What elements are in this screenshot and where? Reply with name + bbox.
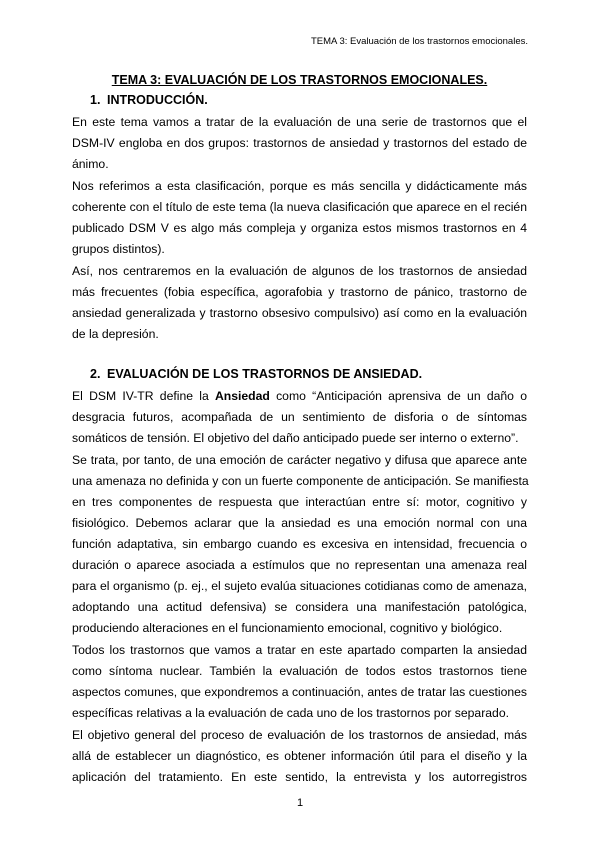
ansiedad-definition-paragraph	[72, 386, 527, 449]
paragraph-line: como síntoma nuclear. También la evaluación de todos estos trastornos tiene	[72, 664, 527, 678]
definition-prefix: El DSM IV-TR define la	[72, 389, 215, 403]
page-number: 1	[296, 797, 304, 809]
document-title: TEMA 3: EVALUACIÓN DE LOS TRASTORNOS EMOCIONALES.	[111, 73, 488, 87]
paragraph-line: coherente con el título de este tema (la nueva clasificación que aparece en el recién	[72, 200, 527, 214]
section-2-title: EVALUACIÓN DE LOS TRASTORNOS DE ANSIEDAD.	[107, 367, 423, 381]
body-paragraph	[72, 725, 527, 788]
paragraph-line: para el organismo (p. ej., el sujeto evalúa situaciones cotidianas como de amenaza,	[72, 579, 527, 593]
paragraph-line: Nos referimos a esta clasificación, porque es más sencilla y didácticamente más	[72, 179, 527, 193]
section-1-body	[72, 112, 527, 345]
section-2-body	[72, 450, 527, 788]
section-1-number: 1.	[90, 93, 101, 107]
paragraph-line: más frecuentes (fobia específica, agorafobia y trastorno de pánico, trastorno de	[72, 285, 527, 299]
body-paragraph	[72, 640, 527, 724]
paragraph-line: desgracia futuros, acompañada de un sentimiento de disforia o de síntomas	[72, 410, 527, 424]
section-2-number: 2.	[90, 367, 101, 381]
paragraph-line: ánimo.	[72, 157, 109, 171]
body-paragraph	[72, 112, 527, 175]
paragraph-line: somáticos de tensión. El objetivo del daño anticipado puede ser interno o externo”.	[72, 431, 519, 445]
paragraph-line: grupos distintos).	[72, 242, 165, 256]
running-header: TEMA 3: Evaluación de los trastornos emocionales.	[310, 36, 528, 47]
section-1-title: INTRODUCCIÓN.	[107, 93, 208, 107]
paragraph-line: Se trata, por tanto, de una emoción de carácter negativo y difusa que aparece ante	[72, 453, 527, 467]
paragraph-line: DSM-IV engloba en dos grupos: trastornos de ansiedad y trastornos del estado de	[72, 136, 527, 150]
paragraph-line: adoptando una actitud defensiva) se considera una manifestación patológica,	[72, 600, 527, 614]
paragraph-line: allá de establecer un diagnóstico, es obtener información útil para el diseño y la	[72, 749, 527, 763]
body-paragraph	[72, 261, 527, 345]
paragraph-line: publicado DSM V es algo más compleja y organiza estos mismos trastornos en 4	[72, 221, 527, 235]
paragraph-line: específicas relativas a la evaluación de cada uno de los trastornos por separado.	[72, 706, 509, 720]
paragraph-line: duración o aparece asociada a estímulos que no representan una amenaza real	[72, 558, 527, 572]
paragraph-line: fisiológico. Debemos aclarar que la ansiedad es una emoción normal con una	[72, 516, 527, 530]
paragraph-line: función adaptativa, sin embargo cuando es excesiva en intensidad, frecuencia o	[72, 537, 527, 551]
paragraph-line: En este tema vamos a tratar de la evaluación de una serie de trastornos que el	[72, 115, 527, 129]
paragraph-line: ansiedad generalizada y trastorno obsesivo compulsivo) así como en la evaluación	[72, 306, 527, 320]
paragraph-line	[72, 386, 527, 407]
paragraph-line: en tres componentes de respuesta que interactúan entre sí: motor, cognitivo y	[72, 495, 527, 509]
paragraph-line: El objetivo general del proceso de evaluación de los trastornos de ansiedad, más	[72, 728, 527, 742]
definition-term: Ansiedad	[214, 389, 270, 403]
paragraph-line: aspectos comunes, que expondremos a continuación, antes de tratar las cuestiones	[72, 685, 527, 699]
paragraph-line: una amenaza no definida y con un fuerte componente de anticipación. Se manifiesta	[72, 474, 529, 488]
body-paragraph	[72, 450, 527, 639]
page-content	[72, 72, 527, 789]
paragraph-line: aplicación del tratamiento. En este sentido, la entrevista y los autorregistros	[72, 770, 527, 784]
paragraph-line: Así, nos centraremos en la evaluación de algunos de los trastornos de ansiedad	[72, 264, 527, 278]
paragraph-line: de la depresión.	[72, 327, 159, 341]
section-2-heading	[90, 366, 527, 382]
paragraph-line: Todos los trastornos que vamos a tratar en este apartado comparten la ansiedad	[72, 643, 527, 657]
body-paragraph	[72, 176, 527, 260]
section-1-heading	[90, 92, 527, 108]
paragraph-line: produciendo alteraciones en el funcionamiento emocional, cognitivo y biológico.	[72, 621, 503, 635]
section-gap	[72, 346, 527, 366]
definition-suffix: como “Anticipación aprensiva de un daño o	[269, 389, 527, 403]
